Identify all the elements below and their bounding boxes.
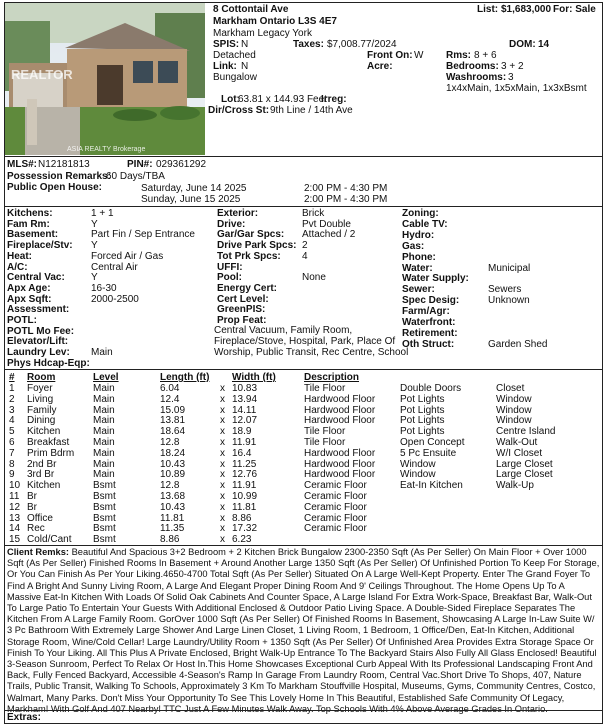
room-number: 15 [9,534,21,546]
divider [4,206,603,207]
room-desc-3: Large Closet [496,458,553,470]
room-number: 2 [9,393,15,405]
prop-feat-line: Fireplace/Stove, Hospital, Park, Place Of [214,336,396,347]
detail-label: Apx Sqft: [7,293,52,305]
room-width: 11.81 [232,501,257,513]
prop-feat-line: Worship, Public Transit, Rec Centre, School [214,347,409,358]
city-line: Markham Ontario L3S 4E7 [213,16,337,27]
detail-label: Zoning: [402,208,439,219]
rooms-header-description: Description [304,372,360,383]
front-on-value: W [414,50,424,61]
room-desc-3: Large Closet [496,469,553,481]
detail-value: Central Air [91,261,138,273]
room-desc-3: Window [496,404,532,416]
room-number: 7 [9,447,15,459]
room-width: 12.07 [232,415,258,427]
room-width: 11.25 [232,458,257,470]
prop-feat-line: Central Vacuum, Family Room, [214,325,353,336]
room-desc-1: Hardwood Floor [304,404,376,416]
room-length: 12.8 [160,437,180,448]
room-desc-1: Ceramic Floor [304,501,367,513]
detail-value: None [302,272,326,284]
room-length: 12.4 [160,393,180,405]
room-times: x [220,458,225,470]
room-number: 13 [9,512,21,524]
room-number: 12 [9,501,21,513]
detail-label: Energy Cert: [217,282,278,294]
room-desc-1: Tile Floor [304,437,346,448]
room-length: 8.86 [160,534,180,546]
room-level: Bsmt [93,512,116,524]
room-length: 11.81 [160,512,185,524]
room-desc-1: Ceramic Floor [304,491,367,502]
taxes-label: Taxes: [293,39,324,50]
community: Markham Legacy York [213,28,312,39]
detail-label: Drive: [217,218,246,230]
address: 8 Cottontail Ave [213,4,289,15]
room-name: 2nd Br [27,458,57,470]
room-desc-1: Hardwood Floor [304,458,376,470]
room-times: x [220,491,225,502]
open-house-time-1: 2:00 PM - 4:30 PM [304,183,388,194]
detail-value: 16-30 [91,282,117,294]
detail-label: Gas: [402,240,425,252]
room-times: x [220,512,225,524]
room-width: 11.91 [232,437,257,448]
room-number: 9 [9,469,15,481]
divider [4,545,603,546]
room-level: Main [93,393,115,405]
room-level: Bsmt [93,480,116,492]
room-desc-2: 5 Pc Ensuite [400,447,457,459]
property-photo [5,3,205,155]
room-width: 13.94 [232,393,258,405]
detail-label: Apx Age: [7,282,51,294]
dircross-label: Dir/Cross St: [208,105,270,116]
property-type: Detached [213,50,256,61]
rooms-header-room: Room [27,372,56,383]
detail-value: Pvt Double [302,218,351,230]
rms-value: 8 + 6 [474,50,497,61]
detail-value: Part Fin / Sep Entrance [91,229,195,241]
room-level: Main [93,383,115,394]
room-desc-1: Tile Floor [304,426,346,438]
detail-label: Cable TV: [402,218,448,230]
detail-value: 4 [302,250,308,262]
room-level: Main [93,437,115,448]
room-width: 10.99 [232,491,258,502]
detail-label: Retirement: [402,327,458,339]
detail-label: Farm/Agr: [402,306,450,318]
divider [4,156,603,157]
lot-value: 63.81 x 144.93 Feet [238,94,327,105]
room-level: Bsmt [93,491,116,502]
room-length: 10.89 [160,469,186,481]
room-desc-1: Hardwood Floor [304,447,376,459]
pin-value: 029361292 [156,159,207,170]
room-desc-2: Eat-In Kitchen [400,480,463,492]
room-desc-1: Tile Floor [304,383,346,394]
room-width: 18.9 [232,426,252,438]
room-width: 14.11 [232,404,257,416]
room-length: 6.04 [160,383,180,394]
room-desc-2: Pot Lights [400,426,445,438]
room-name: 3rd Br [27,469,55,481]
photo-watermark: REALTOR [11,67,73,82]
bedrooms-label: Bedrooms: [446,61,499,72]
client-remarks [7,547,601,715]
room-length: 11.35 [160,523,185,535]
room-desc-3: Window [496,393,532,405]
detail-value: 2000-2500 [91,293,139,305]
room-number: 8 [9,458,15,470]
room-length: 18.24 [160,447,186,459]
taxes-value: $7,008.77/2024 [327,39,397,50]
detail-label: Water: [402,262,433,274]
room-desc-2: Window [400,458,436,470]
detail-value: Y [91,240,98,252]
detail-label: Pool: [217,272,242,284]
room-desc-3: Centre Island [496,426,556,438]
room-width: 16.4 [232,447,252,459]
client-remarks-text: Beautiful And Spacious 3+2 Bedroom + 2 Kitchen Brick Bungalow 2300-2350 Sqft (As Per Seller) On Main Floor + Over 1000 Sqft (As Per Seller) Finished Rooms In Basement + Around Another Large 1350 Sqft (As Per Seller) Of Unfinished Portion To Keep For Storage, Or You Can Finish As Per Your Liking.4650-4700 Total Sqft (As Per Seller) Situated On A Large Well-Kept Property. Enter The Grand Foyer To Find A Bright And Sunny Living Room, A Large And Elegant Proper Dining Room And 9' Ceilings Throughout. The Home Opens Up To A Massive Eat-In Kitchen With Loads Of Solid Oak Cabinets And Counter Space, A Large Island For Extra Work-Space, Breakfast Bar, Walk-Out To Large Patio To Entertain Your Guests With Additional Enclosed & Outdoor Patio Living Space. A Double-Sided Fireplace Separates The Kitchen From A Large Family Room. GorOver 1000 Sqft (As Per Seller) Of Finished Rooms In Basement, Showcasing A Large In-Law Suite W/ 3 Pc Bathroom With Extremely Large Shower And Large Linen Closet, 1 Living Room, 1 Bedroom, 1 Office/Den, Eat-In Kitchen, Additional Storage Room, Wine/Cold Cellar! Large Laundry/Utility Room + 1350 Sqft (As Per Seller) Of Unfinished Area Provides Extra Storage Space Or Finish To Your Liking. All This Plus A Private Enclosed, Bright Walk-Up Entrance To The Backyard Stairs Also Fully All Glass Enclosed! Beautiful 3-Season Sunroom, Perfect To Relax Or Host In.This Home Showcases Exceptional Curb Appeal With Its Professional Landscaping Front And Back, Fully Fenced Backyard, Accessible 4-Season's Ramp In Garage From Laundry Room, Central Vac.Short Drive To Shops, 407, Nature Trails, Public Transit, Walking To Schools, Approximately 3 Km To Markham Stouffville Hospital, Museums, Gyms, Community Centres, Costco, Walmart, Many Parks. Don't Miss Your Opportunity To See This Lovely Home In This Beautiful, Established Safe Community Of Legacy, Markham! With Golf And 407 Nearby! TTC Just A Few Minutes Walk Away. Top Schools With 4% Above Average Grades In Ontario. [7,547,600,714]
detail-value: Unknown [488,295,530,307]
room-name: Breakfast [27,437,70,448]
room-name: Br [27,491,37,502]
room-name: Kitchen [27,426,61,438]
detail-label: Basement: [7,229,59,241]
detail-value: Brick [302,208,325,219]
room-width: 8.86 [232,512,252,524]
acre-label: Acre: [367,61,393,72]
detail-label: Fireplace/Stv: [7,240,73,252]
detail-label: Phone: [402,251,436,263]
detail-label: Assessment: [7,304,70,316]
room-name: Prim Bdrm [27,447,75,459]
divider [4,369,603,370]
room-number: 10 [9,480,21,492]
rooms-header-num: # [9,372,15,383]
detail-label: Tot Prk Spcs: [217,250,281,262]
room-number: 11 [9,491,20,502]
detail-label: Oth Struct: [402,338,455,350]
room-desc-2: Open Concept [400,437,465,448]
room-length: 10.43 [160,458,186,470]
detail-label: Fam Rm: [7,218,50,230]
style: Bungalow [213,72,257,83]
room-name: Living [27,393,54,405]
room-desc-1: Hardwood Floor [304,415,376,427]
room-level: Bsmt [93,501,116,513]
detail-label: Exterior: [217,208,259,219]
room-times: x [220,383,225,394]
mls-label: MLS#: [7,159,37,170]
room-desc-3: Walk-Up [496,480,534,492]
room-times: x [220,501,225,513]
detail-label: Prop Feat: [217,315,267,326]
room-length: 18.64 [160,426,186,438]
spis-value: N [241,39,249,50]
room-name: Dining [27,415,56,427]
room-name: Kitchen [27,480,61,492]
irreg-label: Irreg: [321,94,347,105]
room-times: x [220,447,225,459]
room-level: Main [93,426,115,438]
extras-label: Extras: [7,712,41,723]
open-house-time-2: 2:00 PM - 4:30 PM [304,194,388,205]
room-level: Bsmt [93,523,116,535]
detail-value: Y [91,218,98,230]
detail-label: Heat: [7,250,33,262]
room-level: Main [93,404,115,416]
room-number: 1 [9,383,15,394]
detail-label: Water Supply: [402,273,469,285]
spis-label: SPIS: [213,39,240,50]
detail-value: Forced Air / Gas [91,250,164,262]
detail-value: Municipal [488,262,531,274]
room-number: 14 [9,523,21,535]
washrooms-label: Washrooms: [446,72,507,83]
detail-value: 1 + 1 [91,208,114,219]
room-level: Main [93,458,115,470]
link-value: N [241,61,249,72]
detail-value: Y [91,272,98,284]
room-times: x [220,426,225,438]
dircross-value: 9th Line / 14th Ave [270,105,353,116]
open-house-label: Public Open House: [7,182,103,193]
room-length: 13.81 [160,415,186,427]
room-desc-2: Window [400,469,436,481]
dom-label: DOM: [509,39,536,50]
room-number: 6 [9,437,15,448]
room-times: x [220,404,225,416]
room-number: 4 [9,415,15,427]
list-for: For: Sale [553,4,596,15]
room-desc-2: Pot Lights [400,415,445,427]
detail-label: Central Vac: [7,272,65,284]
client-remarks-label: Client Remks: [7,547,69,557]
room-times: x [220,415,225,427]
mls-value: N12181813 [38,159,90,170]
detail-label: A/C: [7,261,28,273]
rms-label: Rms: [446,50,472,61]
room-width: 17.32 [232,523,258,535]
detail-value: Main [91,347,113,359]
rooms-header-length: Length (ft) [160,372,210,383]
room-desc-1: Ceramic Floor [304,512,367,524]
room-times: x [220,393,225,405]
washroom-detail: 1x4xMain, 1x5xMain, 1x3xBsmt [446,83,587,94]
open-house-date-2: Sunday, June 15 2025 [141,194,241,205]
detail-label: POTL: [7,315,37,326]
room-length: 12.8 [160,480,180,492]
room-desc-1: Hardwood Floor [304,393,376,405]
detail-label: Spec Desig: [402,295,460,307]
divider [4,710,603,711]
rooms-header-width: Width (ft) [232,372,276,383]
room-name: Br [27,501,37,513]
detail-label: Waterfront: [402,317,456,328]
room-width: 6.23 [232,534,252,546]
link-label: Link: [213,61,237,72]
lot-label: Lot: [221,94,240,105]
room-times: x [220,534,225,546]
room-level: Main [93,469,115,481]
room-desc-2: Double Doors [400,383,462,394]
list-label: List: [477,4,499,15]
room-level: Bsmt [93,534,116,546]
rooms-header-level: Level [93,372,119,383]
room-desc-1: Ceramic Floor [304,480,367,492]
room-length: 10.43 [160,501,186,513]
detail-label: Laundry Lev: [7,347,70,359]
pin-label: PIN#: [127,159,153,170]
detail-label: Gar/Gar Spcs: [217,229,285,241]
detail-label: Hydro: [402,229,435,241]
room-desc-1: Ceramic Floor [304,523,367,535]
room-times: x [220,437,225,448]
detail-label: UFFI: [217,261,243,273]
detail-label: POTL Mo Fee: [7,325,75,337]
open-house-date-1: Saturday, June 14 2025 [141,183,247,194]
detail-label: Phys Hdcap-Eqp: [7,357,90,369]
detail-label: Elevator/Lift: [7,336,69,348]
possession-value: 60 Days/TBA [106,171,165,182]
detail-label: Sewer: [402,284,435,296]
front-on-label: Front On: [367,50,413,61]
room-desc-3: Closet [496,383,525,394]
detail-label: Kitchens: [7,208,53,219]
room-times: x [220,480,225,492]
detail-value: Attached / 2 [302,229,356,241]
detail-label: Drive Park Spcs: [217,240,297,252]
room-name: Rec [27,523,45,535]
room-name: Foyer [27,383,53,394]
room-desc-1: Hardwood Floor [304,469,376,481]
room-level: Main [93,447,115,459]
room-desc-3: Walk-Out [496,437,538,448]
room-width: 10.83 [232,383,258,394]
room-desc-2: Pot Lights [400,404,445,416]
room-times: x [220,469,225,481]
room-name: Family [27,404,57,416]
room-desc-3: W/I Closet [496,447,543,459]
room-desc-2: Pot Lights [400,393,445,405]
room-length: 13.68 [160,491,186,502]
room-number: 5 [9,426,15,438]
room-width: 11.91 [232,480,257,492]
room-name: Office [27,512,53,524]
room-name: Cold/Cant [27,534,72,546]
washrooms-value: 3 [508,72,514,83]
room-width: 12.76 [232,469,258,481]
room-length: 15.09 [160,404,186,416]
room-times: x [220,523,225,535]
room-desc-3: Window [496,415,532,427]
bedrooms-value: 3 + 2 [501,61,524,72]
detail-value: Sewers [488,284,522,296]
detail-label: Cert Level: [217,293,269,305]
possession-label: Possession Remarks: [7,171,111,182]
list-price: $1,683,000 [501,4,552,15]
dom-value: 14 [538,39,550,50]
detail-label: GreenPIS: [217,304,266,316]
photo-brokerage: ASIA REALTY Brokerage [67,146,146,153]
detail-value: Garden Shed [488,338,548,350]
room-level: Main [93,415,115,427]
room-number: 3 [9,404,15,416]
detail-value: 2 [302,240,308,252]
